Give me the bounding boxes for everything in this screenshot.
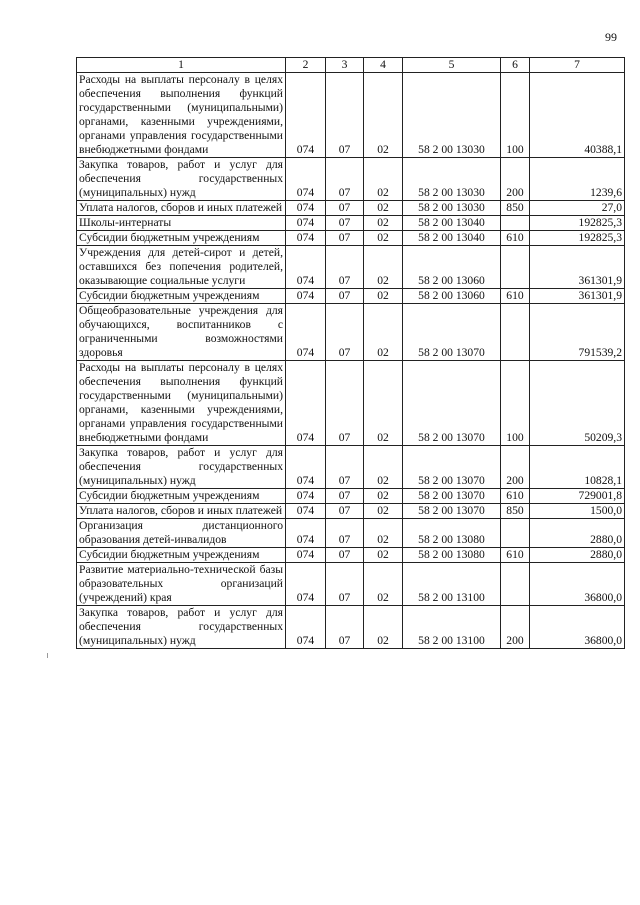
table-header-row xyxy=(77,58,625,73)
scan-artifact xyxy=(47,653,48,658)
department-code-cell: 074 xyxy=(286,201,326,216)
amount-cell: 36800,0 xyxy=(530,563,625,606)
section-code-cell: 07 xyxy=(326,606,364,649)
table-row xyxy=(77,489,625,504)
amount-cell: 50209,3 xyxy=(530,361,625,446)
subsection-code-cell: 02 xyxy=(364,519,403,548)
department-code-cell: 074 xyxy=(286,446,326,489)
expense-type-cell: 610 xyxy=(501,548,530,563)
section-code-cell: 07 xyxy=(326,519,364,548)
subsection-code-cell: 02 xyxy=(364,201,403,216)
expense-name-cell: Расходы на выплаты персоналу в целях обеспечения выполнения функций государственными (муниципальными) органами, казенными учреждениями, органами управления государственными внебюджетными фондами xyxy=(77,361,286,446)
table-row xyxy=(77,304,625,361)
expense-type-cell: 200 xyxy=(501,446,530,489)
budget-table xyxy=(76,57,625,649)
table-row xyxy=(77,563,625,606)
expense-type-cell: 610 xyxy=(501,231,530,246)
target-article-cell: 58 2 00 13060 xyxy=(403,246,501,289)
expense-name-cell: Учреждения для детей-сирот и детей, оставшихся без попечения родителей, оказывающие социальные услуги xyxy=(77,246,286,289)
table-row xyxy=(77,158,625,201)
expense-name-cell: Общеобразовательные учреждения для обучающихся, воспитанников с ограниченными возможностями здоровья xyxy=(77,304,286,361)
expense-name-cell: Субсидии бюджетным учреждениям xyxy=(77,289,286,304)
expense-type-cell: 200 xyxy=(501,606,530,649)
section-code-cell: 07 xyxy=(326,231,364,246)
subsection-code-cell: 02 xyxy=(364,231,403,246)
section-code-cell: 07 xyxy=(326,563,364,606)
section-code-cell: 07 xyxy=(326,246,364,289)
target-article-cell: 58 2 00 13070 xyxy=(403,489,501,504)
target-article-cell: 58 2 00 13030 xyxy=(403,158,501,201)
target-article-cell: 58 2 00 13030 xyxy=(403,73,501,158)
subsection-code-cell: 02 xyxy=(364,289,403,304)
table-row xyxy=(77,606,625,649)
expense-type-cell xyxy=(501,519,530,548)
amount-cell: 10828,1 xyxy=(530,446,625,489)
section-code-cell: 07 xyxy=(326,504,364,519)
table-row xyxy=(77,519,625,548)
expense-type-cell xyxy=(501,563,530,606)
amount-cell: 361301,9 xyxy=(530,289,625,304)
target-article-cell: 58 2 00 13030 xyxy=(403,201,501,216)
expense-type-cell xyxy=(501,246,530,289)
expense-type-cell xyxy=(501,216,530,231)
target-article-cell: 58 2 00 13040 xyxy=(403,231,501,246)
subsection-code-cell: 02 xyxy=(364,504,403,519)
column-header: 5 xyxy=(403,58,501,73)
expense-name-cell: Закупка товаров, работ и услуг для обеспечения государственных (муниципальных) нужд xyxy=(77,606,286,649)
subsection-code-cell: 02 xyxy=(364,606,403,649)
expense-name-cell: Уплата налогов, сборов и иных платежей xyxy=(77,504,286,519)
department-code-cell: 074 xyxy=(286,304,326,361)
target-article-cell: 58 2 00 13040 xyxy=(403,216,501,231)
department-code-cell: 074 xyxy=(286,158,326,201)
expense-type-cell: 100 xyxy=(501,73,530,158)
expense-name-cell: Закупка товаров, работ и услуг для обеспечения государственных (муниципальных) нужд xyxy=(77,158,286,201)
expense-type-cell: 850 xyxy=(501,504,530,519)
table-row xyxy=(77,73,625,158)
subsection-code-cell: 02 xyxy=(364,216,403,231)
department-code-cell: 074 xyxy=(286,504,326,519)
expense-name-cell: Расходы на выплаты персоналу в целях обеспечения выполнения функций государственными (муниципальными) органами, казенными учреждениями, органами управления государственными внебюджетными фондами xyxy=(77,73,286,158)
section-code-cell: 07 xyxy=(326,73,364,158)
target-article-cell: 58 2 00 13070 xyxy=(403,361,501,446)
department-code-cell: 074 xyxy=(286,606,326,649)
department-code-cell: 074 xyxy=(286,216,326,231)
section-code-cell: 07 xyxy=(326,304,364,361)
amount-cell: 1239,6 xyxy=(530,158,625,201)
column-header: 1 xyxy=(77,58,286,73)
section-code-cell: 07 xyxy=(326,158,364,201)
expense-name-cell: Субсидии бюджетным учреждениям xyxy=(77,489,286,504)
column-header: 7 xyxy=(530,58,625,73)
column-header: 3 xyxy=(326,58,364,73)
subsection-code-cell: 02 xyxy=(364,563,403,606)
table-row xyxy=(77,216,625,231)
table-row xyxy=(77,548,625,563)
section-code-cell: 07 xyxy=(326,446,364,489)
expense-name-cell: Субсидии бюджетным учреждениям xyxy=(77,231,286,246)
target-article-cell: 58 2 00 13080 xyxy=(403,548,501,563)
amount-cell: 1500,0 xyxy=(530,504,625,519)
department-code-cell: 074 xyxy=(286,73,326,158)
target-article-cell: 58 2 00 13070 xyxy=(403,304,501,361)
page-number: 99 xyxy=(605,30,617,44)
table-row xyxy=(77,446,625,489)
section-code-cell: 07 xyxy=(326,361,364,446)
table-row xyxy=(77,201,625,216)
department-code-cell: 074 xyxy=(286,289,326,304)
department-code-cell: 074 xyxy=(286,489,326,504)
department-code-cell: 074 xyxy=(286,246,326,289)
subsection-code-cell: 02 xyxy=(364,158,403,201)
expense-type-cell: 610 xyxy=(501,489,530,504)
subsection-code-cell: 02 xyxy=(364,361,403,446)
expense-name-cell: Уплата налогов, сборов и иных платежей xyxy=(77,201,286,216)
subsection-code-cell: 02 xyxy=(364,446,403,489)
amount-cell: 791539,2 xyxy=(530,304,625,361)
subsection-code-cell: 02 xyxy=(364,73,403,158)
amount-cell: 361301,9 xyxy=(530,246,625,289)
amount-cell: 40388,1 xyxy=(530,73,625,158)
section-code-cell: 07 xyxy=(326,548,364,563)
column-header: 4 xyxy=(364,58,403,73)
table-row xyxy=(77,504,625,519)
expense-name-cell: Организация дистанционного образования детей-инвалидов xyxy=(77,519,286,548)
table-row xyxy=(77,289,625,304)
expense-type-cell: 850 xyxy=(501,201,530,216)
amount-cell: 192825,3 xyxy=(530,216,625,231)
table-row xyxy=(77,231,625,246)
section-code-cell: 07 xyxy=(326,289,364,304)
section-code-cell: 07 xyxy=(326,489,364,504)
target-article-cell: 58 2 00 13080 xyxy=(403,519,501,548)
amount-cell: 2880,0 xyxy=(530,548,625,563)
table-row xyxy=(77,246,625,289)
expense-type-cell: 200 xyxy=(501,158,530,201)
amount-cell: 192825,3 xyxy=(530,231,625,246)
section-code-cell: 07 xyxy=(326,216,364,231)
target-article-cell: 58 2 00 13070 xyxy=(403,446,501,489)
department-code-cell: 074 xyxy=(286,361,326,446)
expense-name-cell: Субсидии бюджетным учреждениям xyxy=(77,548,286,563)
expense-name-cell: Закупка товаров, работ и услуг для обеспечения государственных (муниципальных) нужд xyxy=(77,446,286,489)
department-code-cell: 074 xyxy=(286,548,326,563)
table-row xyxy=(77,361,625,446)
department-code-cell: 074 xyxy=(286,231,326,246)
column-header: 2 xyxy=(286,58,326,73)
expense-name-cell: Развитие материально-технической базы образовательных организаций (учреждений) края xyxy=(77,563,286,606)
subsection-code-cell: 02 xyxy=(364,304,403,361)
department-code-cell: 074 xyxy=(286,519,326,548)
expense-name-cell: Школы-интернаты xyxy=(77,216,286,231)
target-article-cell: 58 2 00 13060 xyxy=(403,289,501,304)
department-code-cell: 074 xyxy=(286,563,326,606)
target-article-cell: 58 2 00 13100 xyxy=(403,563,501,606)
column-header: 6 xyxy=(501,58,530,73)
amount-cell: 2880,0 xyxy=(530,519,625,548)
amount-cell: 27,0 xyxy=(530,201,625,216)
subsection-code-cell: 02 xyxy=(364,246,403,289)
target-article-cell: 58 2 00 13100 xyxy=(403,606,501,649)
section-code-cell: 07 xyxy=(326,201,364,216)
target-article-cell: 58 2 00 13070 xyxy=(403,504,501,519)
expense-type-cell: 610 xyxy=(501,289,530,304)
amount-cell: 36800,0 xyxy=(530,606,625,649)
amount-cell: 729001,8 xyxy=(530,489,625,504)
subsection-code-cell: 02 xyxy=(364,548,403,563)
expense-type-cell: 100 xyxy=(501,361,530,446)
expense-type-cell xyxy=(501,304,530,361)
subsection-code-cell: 02 xyxy=(364,489,403,504)
